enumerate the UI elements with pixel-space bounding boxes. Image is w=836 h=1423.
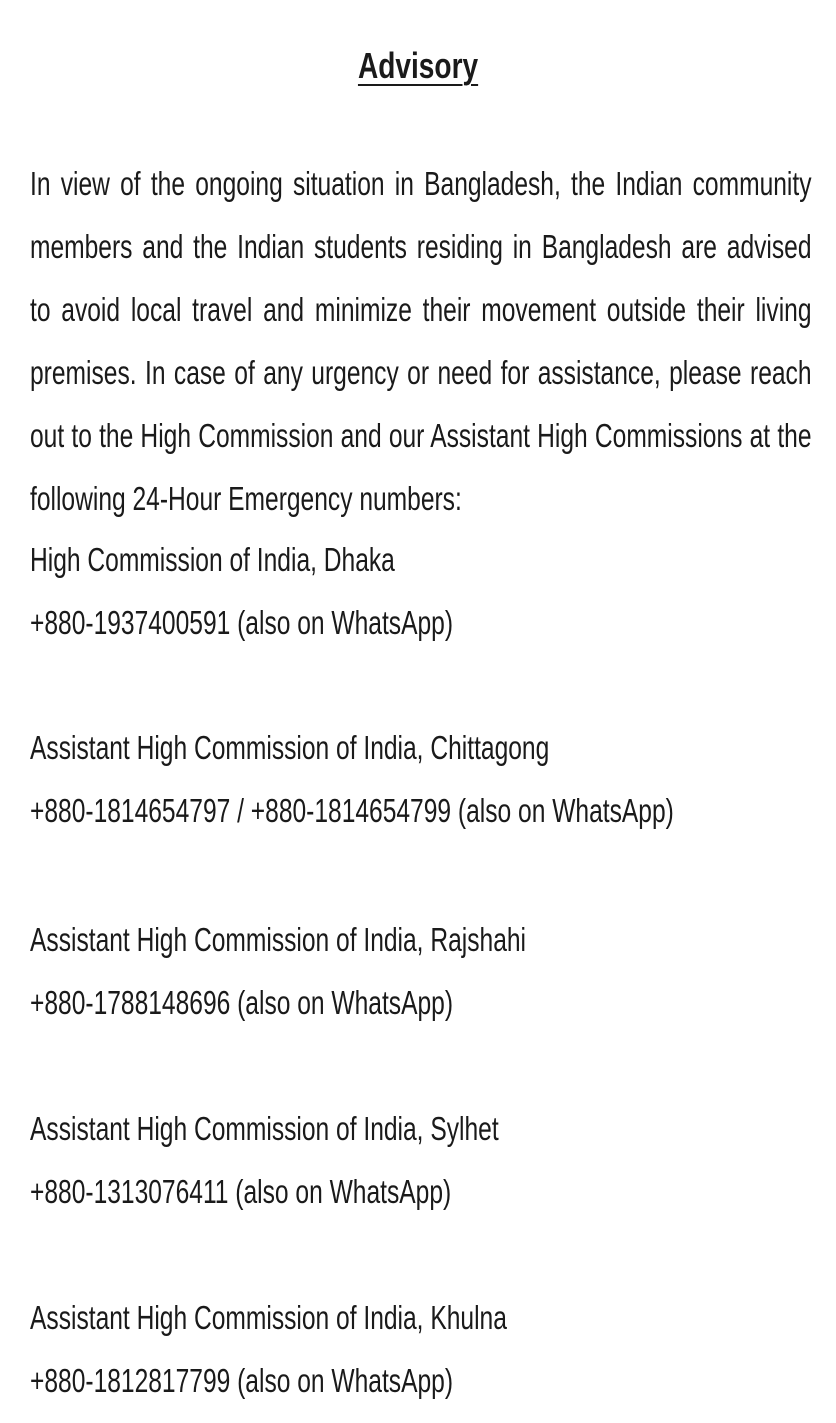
contact-block-rajshahi: [30, 908, 836, 1034]
contact-phone-numbers: +880-1812817799 (also on WhatsApp): [30, 1362, 454, 1399]
advisory-title: [0, 36, 836, 96]
contact-office-name: Assistant High Commission of India, Khulna: [30, 1299, 507, 1336]
advisory-intro-paragraph: In view of the ongoing situation in Bangladesh, the Indian community members and the Indian students residing in Bangladesh are advised to avoid local travel and minimize their movement outside their living premises. In case of any urgency or need for assistance, please reach out to the High Commission and our Assistant High Commissions at the following 24-Hour Emergency numbers:: [30, 165, 812, 517]
contact-block-dhaka: [30, 528, 836, 654]
contact-block-chittagong: [30, 716, 836, 842]
contact-phone-numbers: +880-1788148696 (also on WhatsApp): [30, 984, 454, 1021]
contact-phone-numbers: +880-1814654797 / +880-1814654799 (also on WhatsApp): [30, 792, 674, 829]
contact-office-name: High Commission of India, Dhaka: [30, 541, 395, 578]
contact-block-sylhet: [30, 1097, 836, 1223]
contact-phone-numbers: +880-1937400591 (also on WhatsApp): [30, 604, 454, 641]
contact-office-name: Assistant High Commission of India, Rajshahi: [30, 921, 527, 958]
contact-block-khulna: [30, 1286, 836, 1412]
contact-phone-numbers: +880-1313076411 (also on WhatsApp): [30, 1173, 452, 1210]
contact-office-name: Assistant High Commission of India, Sylhet: [30, 1110, 499, 1147]
contact-office-name: Assistant High Commission of India, Chittagong: [30, 729, 550, 766]
advisory-title-text: Advisory: [357, 45, 479, 86]
